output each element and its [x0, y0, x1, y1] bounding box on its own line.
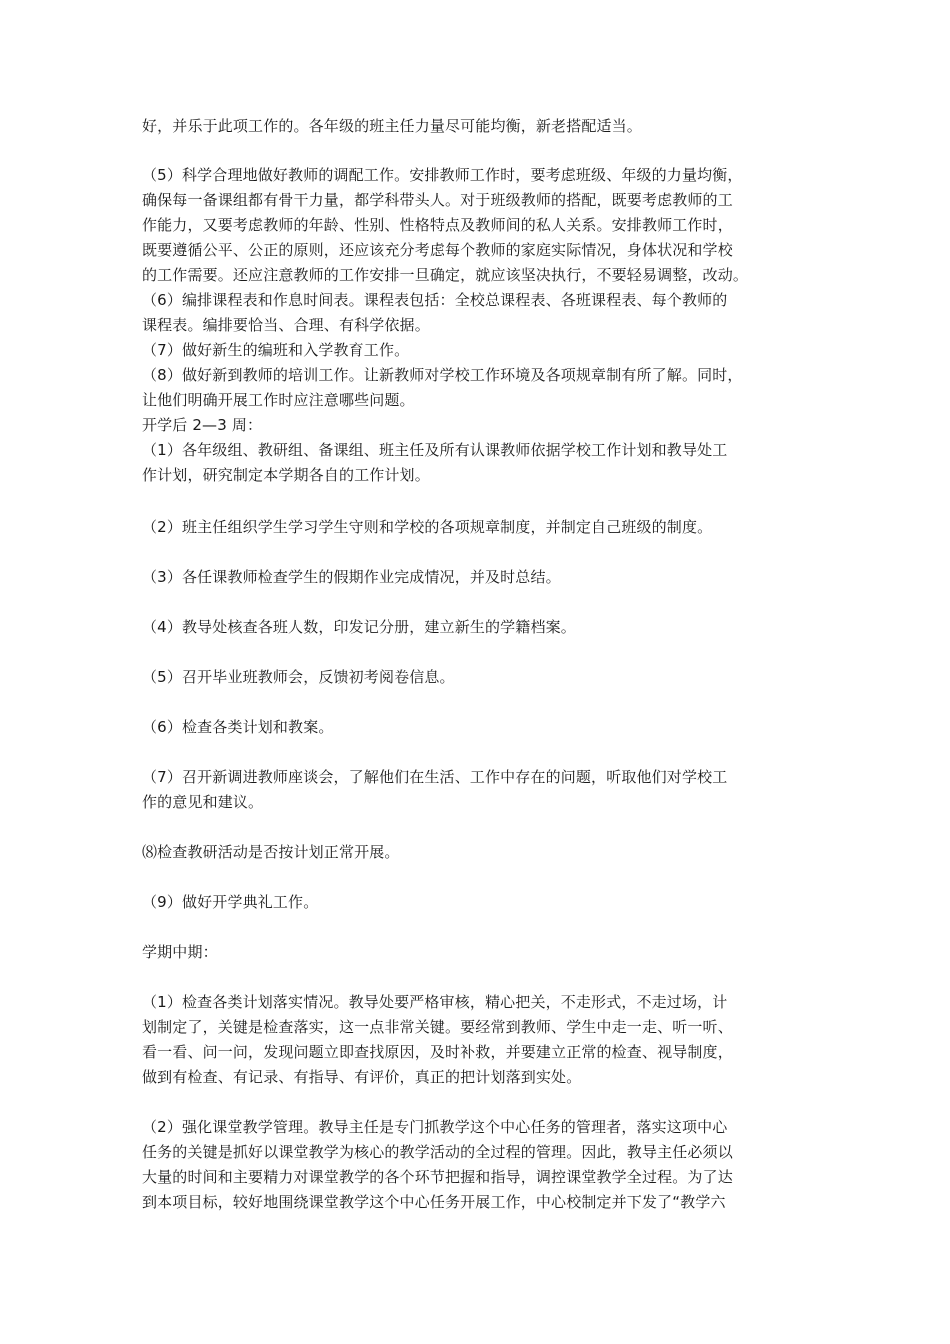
- text-line: （3）各任课教师检查学生的假期作业完成情况，并及时总结。: [142, 568, 561, 586]
- text-line: 看一看、问一问，发现问题立即查找原因，及时补救，并要建立正常的检查、视导制度，: [142, 1043, 733, 1061]
- text-line: 让他们明确开展工作时应注意哪些问题。: [142, 391, 415, 409]
- text-line: 好，并乐于此项工作的。各年级的班主任力量尽可能均衡，新老搭配适当。: [142, 117, 642, 135]
- text-line: （7）做好新生的编班和入学教育工作。: [142, 341, 410, 359]
- text-line: （1）检查各类计划落实情况。教导处要严格审核，精心把关，不走形式，不走过场，计: [142, 993, 728, 1011]
- text-line: （8）做好新到教师的培训工作。让新教师对学校工作环境及各项规章制有所了解。同时，: [142, 366, 743, 384]
- text-line: 作计划，研究制定本学期各自的工作计划。: [142, 466, 430, 484]
- text-line: （7）召开新调进教师座谈会，了解他们在生活、工作中存在的问题，听取他们对学校工: [142, 768, 728, 786]
- text-line: （2）班主任组织学生学习学生守则和学校的各项规章制度，并制定自己班级的制度。: [142, 518, 713, 536]
- text-line: （2）强化课堂教学管理。教导主任是专门抓教学这个中心任务的管理者，落实这项中心: [142, 1118, 728, 1136]
- text-line: （6）编排课程表和作息时间表。课程表包括：全校总课程表、各班课程表、每个教师的: [142, 291, 728, 309]
- section-heading: 学期中期：: [142, 943, 218, 961]
- text-line: 课程表。编排要恰当、合理、有科学依据。: [142, 316, 430, 334]
- text-line: （9）做好开学典礼工作。: [142, 893, 319, 911]
- text-line: 到本项目标，较好地围绕课堂教学这个中心任务开展工作，中心校制定并下发了“教学六: [142, 1193, 726, 1211]
- text-line: 做到有检查、有记录、有指导、有评价，真正的把计划落到实处。: [142, 1068, 582, 1086]
- text-line: 任务的关键是抓好以课堂教学为核心的教学活动的全过程的管理。因此，教导主任必须以: [142, 1143, 733, 1161]
- text-line: 作的意见和建议。: [142, 793, 264, 811]
- text-line: （1）各年级组、教研组、备课组、班主任及所有认课教师依据学校工作计划和教导处工: [142, 441, 728, 459]
- text-line: 确保每一备课组都有骨干力量，都学科带头人。对于班级教师的搭配，既要考虑教师的工: [142, 191, 733, 209]
- text-line: 既要遵循公平、公正的原则，还应该充分考虑每个教师的家庭实际情况，身体状况和学校: [142, 241, 733, 259]
- text-line: （5）召开毕业班教师会，反馈初考阅卷信息。: [142, 668, 455, 686]
- text-line: ⑻检查教研活动是否按计划正常开展。: [142, 843, 400, 861]
- text-line: 大量的时间和主要精力对课堂教学的各个环节把握和指导，调控课堂教学全过程。为了达: [142, 1168, 733, 1186]
- text-line: （6）检查各类计划和教案。: [142, 718, 334, 736]
- text-line: 的工作需要。还应注意教师的工作安排一旦确定，就应该坚决执行，不要轻易调整，改动。: [142, 266, 749, 284]
- text-line: （4）教导处核查各班人数，印发记分册，建立新生的学籍档案。: [142, 618, 576, 636]
- text-line: 作能力，又要考虑教师的年龄、性别、性格特点及教师间的私人关系。安排教师工作时，: [142, 216, 733, 234]
- text-line: 划制定了，关键是检查落实，这一点非常关键。要经常到教师、学生中走一走、听一听、: [142, 1018, 733, 1036]
- section-heading: 开学后 2—3 周：: [142, 416, 263, 434]
- text-line: （5）科学合理地做好教师的调配工作。安排教师工作时，要考虑班级、年级的力量均衡，: [142, 166, 743, 184]
